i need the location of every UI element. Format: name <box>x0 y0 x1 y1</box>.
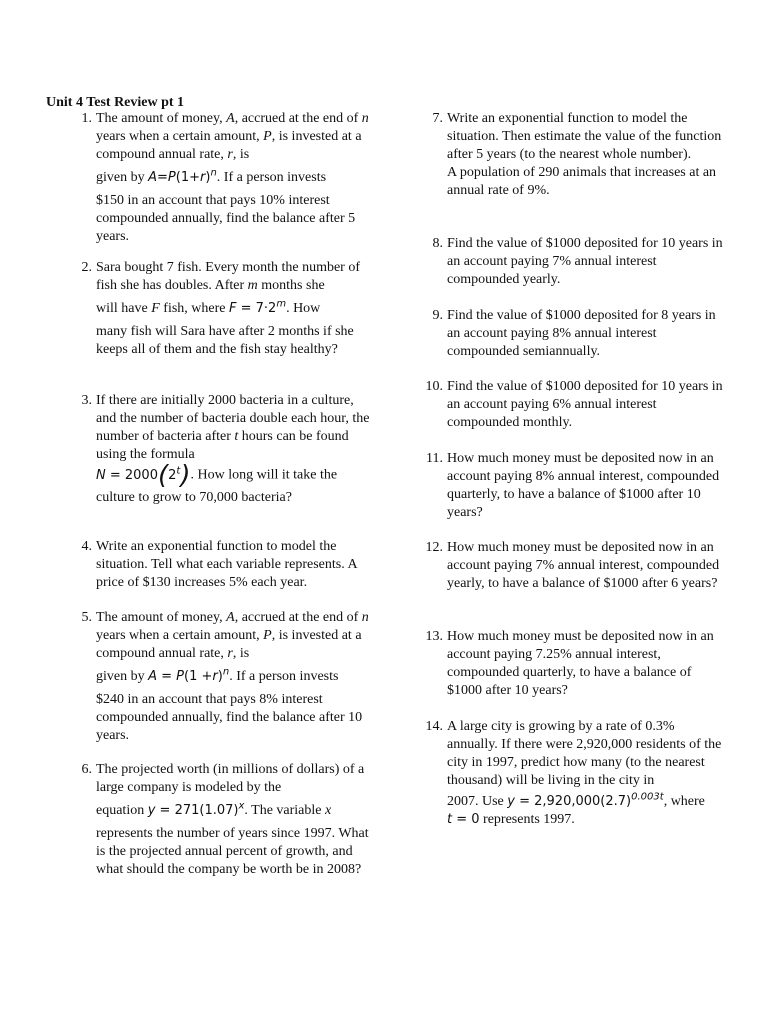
formula-line: 2007. Use $y = 2,920,000(2.7)^{0.003t}$, where <box>447 791 705 809</box>
problem-14 <box>425 718 723 829</box>
problem-number: 2. <box>81 260 92 275</box>
problem-text-cont: A population of 290 animals that increases at an annual rate of 9%. <box>447 165 717 198</box>
problem-text-cont: many fish will Sara have after 2 months if she keeps all of them and the fish stay healthy? <box>96 324 354 357</box>
formula: $N = 2000(2^t)$ <box>96 460 191 490</box>
formula: $F = 7\cdot 2^m$ <box>228 298 287 316</box>
problem-text-cont: $240 in an account that pays 8% interest compounded annually, find the balance after 10 years. <box>96 692 363 743</box>
problem-4 <box>81 538 372 592</box>
problem-text: Find the value of $1000 deposited for 8 years in an account paying 8% annual interest compounded semiannually. <box>447 308 716 359</box>
problem-7 <box>432 110 723 200</box>
formula: $A = P(1 +r)^n$ <box>148 666 230 684</box>
formula: $y = 2,920,000(2.7)^{0.003t}$ <box>507 791 664 809</box>
problem-9 <box>432 307 723 361</box>
problem-number: 11. <box>426 451 443 466</box>
formula: $y = 271(1.07)^x$ <box>147 800 245 818</box>
formula: $A=P(1+r)^n$ <box>148 167 217 185</box>
problem-text: How much money must be deposited now in an account paying 8% annual interest, compounded quarterly, to have a balance of $1000 after 10 years? <box>447 451 720 520</box>
problem-text: If there are initially 2000 bacteria in a culture, and the number of bacteria double each hour, the number of bacteria after t hours can be found using the formula <box>96 393 370 462</box>
problem-text: Write an exponential function to model the situation. Then estimate the value of the function after 5 years (to the nearest whole number). <box>447 111 722 162</box>
problem-number: 13. <box>425 629 443 644</box>
problem-number: 5. <box>81 610 92 625</box>
problem-number: 3. <box>81 393 92 408</box>
problem-text: Find the value of $1000 deposited for 10 years in an account paying 6% annual interest compounded monthly. <box>447 379 723 430</box>
problem-5 <box>81 609 372 745</box>
problem-text: The projected worth (in millions of dollars) of a large company is modeled by the <box>96 762 365 795</box>
problem-text-cont: represents the number of years since 1997. What is the projected annual percent of growth, and what should the company be worth be in 2008? <box>96 826 369 877</box>
problem-text: Sara bought 7 fish. Every month the number of fish she has doubles. After m months she <box>96 260 361 293</box>
problem-text: How much money must be deposited now in an account paying 7% annual interest, compounded yearly, to have a balance of $1000 after 6 years? <box>447 540 720 591</box>
problem-11 <box>426 450 723 522</box>
problem-text: How much money must be deposited now in an account paying 7.25% annual interest, compounded quarterly, to have a balance of $1000 after 10 years? <box>447 629 714 698</box>
problem-number: 8. <box>432 236 443 251</box>
problem-text-cont: $150 in an account that pays 10% interest compounded annually, find the balance after 5 years. <box>96 193 356 244</box>
problem-number: 10. <box>425 379 443 394</box>
problem-12 <box>425 539 723 593</box>
problem-text: The amount of money, A, accrued at the end of n years when a certain amount, P, is invested at a compound annual rate, r, is <box>96 111 369 162</box>
problem-text: Find the value of $1000 deposited for 10 years in an account paying 7% annual interest compounded yearly. <box>447 236 723 287</box>
problem-number: 14. <box>425 719 443 734</box>
problem-text: Write an exponential function to model the situation. Tell what each variable represents. A price of $130 increases 5% each year. <box>96 539 357 590</box>
problem-number: 12. <box>425 540 443 555</box>
problem-number: 9. <box>432 308 443 323</box>
formula-line: will have F fish, where $F = 7\cdot 2^m$. How <box>96 298 321 316</box>
problem-number: 4. <box>81 539 92 554</box>
problem-number: 1. <box>81 111 92 126</box>
formula-line: given by $A = P(1 +r)^n$. If a person invests <box>96 666 339 684</box>
problem-10 <box>425 378 723 432</box>
formula-line: equation $y = 271(1.07)^x$. The variable x <box>96 800 332 818</box>
formula-line: given by $A=P(1+r)^n$. If a person invests <box>96 167 327 185</box>
problem-2 <box>81 259 372 359</box>
formula-line: $N = 2000(2^t)$. How long will it take the <box>96 460 338 490</box>
problem-6 <box>81 761 372 879</box>
formula-var: t = 0 <box>447 812 480 827</box>
problem-number: 6. <box>81 762 92 777</box>
problem-8 <box>432 235 723 289</box>
problem-text-cont: culture to grow to 70,000 bacteria? <box>96 489 292 505</box>
page-title: Unit 4 Test Review pt 1 <box>46 95 185 110</box>
problem-3 <box>81 392 372 507</box>
problem-number: 7. <box>432 111 443 126</box>
problem-text-cont: t = 0 represents 1997. <box>447 812 575 827</box>
problem-text: A large city is growing by a rate of 0.3% annually. If there were 2,920,000 residents of the city in 1997, predict how many (to the nearest thousand) will be living in the city in <box>447 719 722 788</box>
problem-1 <box>81 110 372 246</box>
problem-13 <box>425 628 723 700</box>
problem-text: The amount of money, A, accrued at the end of n years when a certain amount, P, is invested at a compound annual rate, r, is <box>96 610 369 661</box>
